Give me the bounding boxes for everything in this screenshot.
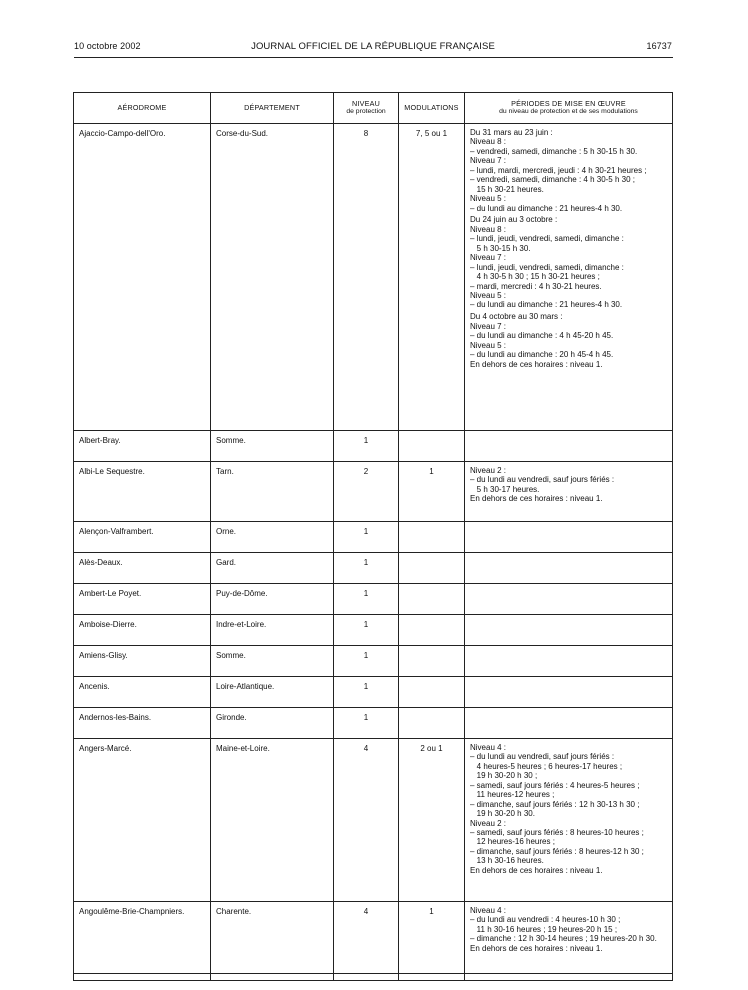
table-row bbox=[74, 708, 673, 739]
period-line: – vendredi, samedi, dimanche : 5 h 30-15 h 30. bbox=[470, 146, 638, 156]
period-line: Niveau 5 : bbox=[470, 290, 507, 300]
period-line: Niveau 8 : bbox=[470, 224, 507, 234]
period-line: Niveau 8 : bbox=[470, 137, 507, 147]
cell-niveau: 1 bbox=[334, 677, 399, 708]
cell-modulations: 7, 5 ou 1 bbox=[399, 124, 465, 431]
cell-aerodrome: Amiens-Glisy. bbox=[74, 646, 211, 677]
cell-departement: Gard. bbox=[211, 553, 334, 584]
period-line: – lundi, jeudi, vendredi, samedi, dimanche : bbox=[470, 234, 624, 244]
period-line: En dehors de ces horaires : niveau 1. bbox=[470, 359, 603, 369]
cell-periodes bbox=[465, 739, 673, 902]
col-header-periodes: PÉRIODES DE MISE EN ŒUVRE du niveau de protection et de ses modulations bbox=[465, 93, 673, 124]
cell-departement: Gironde. bbox=[211, 708, 334, 739]
period-block bbox=[470, 312, 668, 369]
period-line: Du 31 mars au 23 juin : bbox=[470, 128, 553, 137]
cell-modulations: 1 bbox=[399, 902, 465, 974]
period-line: 19 h 30-20 h 30. bbox=[470, 809, 535, 819]
period-line: Niveau 7 : bbox=[470, 253, 507, 263]
cell-niveau: 1 bbox=[334, 584, 399, 615]
cell-niveau: 4 bbox=[334, 739, 399, 902]
table-row bbox=[74, 462, 673, 522]
aerodrome-table bbox=[73, 92, 673, 981]
period-line: 5 h 30-15 h 30. bbox=[470, 243, 531, 253]
period-line: 19 h 30-20 h 30 ; bbox=[470, 771, 538, 781]
cell-departement: Somme. bbox=[211, 646, 334, 677]
table-row bbox=[74, 739, 673, 902]
cell-aerodrome: Andernos-les-Bains. bbox=[74, 708, 211, 739]
cell-modulations bbox=[399, 584, 465, 615]
cell-departement: Loire-Atlantique. bbox=[211, 677, 334, 708]
col-header-modulations: MODULATIONS bbox=[399, 93, 465, 124]
period-line: – vendredi, samedi, dimanche : 4 h 30-5 h 30 ; bbox=[470, 175, 635, 185]
cell-niveau: 4 bbox=[334, 902, 399, 974]
cell-niveau: 1 bbox=[334, 646, 399, 677]
table-row bbox=[74, 431, 673, 462]
cell-niveau: 1 bbox=[334, 553, 399, 584]
table-continuation-row bbox=[74, 974, 673, 981]
cell-modulations bbox=[399, 708, 465, 739]
cell-departement: Tarn. bbox=[211, 462, 334, 522]
table-row bbox=[74, 646, 673, 677]
cell-departement: Charente. bbox=[211, 902, 334, 974]
cell-periodes bbox=[465, 124, 673, 431]
period-line: En dehors de ces horaires : niveau 1. bbox=[470, 943, 603, 953]
cell-departement: Puy-de-Dôme. bbox=[211, 584, 334, 615]
period-block bbox=[470, 215, 668, 309]
cell-modulations bbox=[399, 615, 465, 646]
period-block bbox=[470, 906, 668, 953]
table-row bbox=[74, 553, 673, 584]
cell-departement: Somme. bbox=[211, 431, 334, 462]
table-body bbox=[74, 124, 673, 981]
period-line: 13 h 30-16 heures. bbox=[470, 856, 544, 866]
cell-departement: Maine-et-Loire. bbox=[211, 739, 334, 902]
table-row bbox=[74, 522, 673, 553]
cell-aerodrome: Ancenis. bbox=[74, 677, 211, 708]
cell-departement: Corse-du-Sud. bbox=[211, 124, 334, 431]
period-line: Niveau 4 : bbox=[470, 906, 507, 915]
col-header-departement: DÉPARTEMENT bbox=[211, 93, 334, 124]
cell-periodes bbox=[465, 462, 673, 522]
period-line: – du lundi au dimanche : 20 h 45-4 h 45. bbox=[470, 350, 614, 360]
table-row bbox=[74, 124, 673, 431]
empty-cell bbox=[74, 974, 211, 981]
period-line: 11 heures-12 heures ; bbox=[470, 790, 555, 800]
cell-aerodrome: Ambert-Le Poyet. bbox=[74, 584, 211, 615]
col-header-niveau: NIVEAU de protection bbox=[334, 93, 399, 124]
period-line: – du lundi au vendredi : 4 heures-10 h 30 ; bbox=[470, 915, 621, 925]
period-line: 4 h 30-5 h 30 ; 15 h 30-21 heures ; bbox=[470, 272, 600, 282]
cell-niveau: 1 bbox=[334, 431, 399, 462]
period-line: Niveau 2 : bbox=[470, 466, 507, 475]
header-rule bbox=[74, 57, 673, 58]
page-header bbox=[74, 41, 672, 55]
period-line: – du lundi au vendredi, sauf jours fériés : bbox=[470, 475, 615, 485]
period-line: 5 h 30-17 heures. bbox=[470, 484, 540, 494]
period-line: 4 heures-5 heures ; 6 heures-17 heures ; bbox=[470, 761, 623, 771]
table-row bbox=[74, 615, 673, 646]
issue-date: 10 octobre 2002 bbox=[74, 41, 141, 51]
page-number: 16737 bbox=[646, 41, 672, 51]
cell-aerodrome: Albi-Le Sequestre. bbox=[74, 462, 211, 522]
cell-modulations bbox=[399, 553, 465, 584]
period-line: – lundi, jeudi, vendredi, samedi, dimanche : bbox=[470, 262, 624, 272]
journal-title: JOURNAL OFFICIEL DE LA RÉPUBLIQUE FRANÇAISE bbox=[251, 41, 495, 52]
cell-modulations bbox=[399, 646, 465, 677]
period-line: – samedi, sauf jours fériés : 4 heures-5 heures ; bbox=[470, 780, 640, 790]
cell-niveau: 1 bbox=[334, 708, 399, 739]
cell-departement: Indre-et-Loire. bbox=[211, 615, 334, 646]
period-line: Niveau 2 : bbox=[470, 818, 507, 828]
cell-periodes bbox=[465, 584, 673, 615]
cell-aerodrome: Amboise-Dierre. bbox=[74, 615, 211, 646]
period-line: 15 h 30-21 heures. bbox=[470, 184, 544, 194]
period-line: Du 24 juin au 3 octobre : bbox=[470, 215, 558, 225]
period-line: – samedi, sauf jours fériés : 8 heures-10 heures ; bbox=[470, 827, 644, 837]
table-row bbox=[74, 677, 673, 708]
cell-periodes bbox=[465, 553, 673, 584]
period-line: En dehors de ces horaires : niveau 1. bbox=[470, 865, 603, 875]
period-line: – lundi, mardi, mercredi, jeudi : 4 h 30-21 heures ; bbox=[470, 165, 647, 175]
period-line: – dimanche, sauf jours fériés : 12 h 30-13 h 30 ; bbox=[470, 799, 640, 809]
cell-niveau: 1 bbox=[334, 615, 399, 646]
period-line: Niveau 5 : bbox=[470, 340, 507, 350]
period-line: – dimanche, sauf jours fériés : 8 heures-12 h 30 ; bbox=[470, 846, 644, 856]
cell-aerodrome: Angers-Marcé. bbox=[74, 739, 211, 902]
cell-periodes bbox=[465, 902, 673, 974]
period-line: Niveau 7 : bbox=[470, 321, 507, 331]
period-line: Niveau 5 : bbox=[470, 194, 507, 204]
cell-periodes bbox=[465, 522, 673, 553]
table-row bbox=[74, 902, 673, 974]
col-header-aerodrome: AÉRODROME bbox=[74, 93, 211, 124]
period-block bbox=[470, 743, 668, 875]
empty-cell bbox=[465, 974, 673, 981]
period-line: 11 h 30-16 heures ; 19 heures-20 h 15 ; bbox=[470, 924, 618, 934]
empty-cell bbox=[334, 974, 399, 981]
empty-cell bbox=[399, 974, 465, 981]
cell-modulations bbox=[399, 677, 465, 708]
cell-niveau: 1 bbox=[334, 522, 399, 553]
table-header-row bbox=[74, 93, 673, 124]
table-row bbox=[74, 584, 673, 615]
period-line: Niveau 4 : bbox=[470, 743, 507, 752]
cell-modulations bbox=[399, 522, 465, 553]
cell-aerodrome: Albert-Bray. bbox=[74, 431, 211, 462]
period-line: – du lundi au vendredi, sauf jours fériés : bbox=[470, 752, 615, 762]
empty-cell bbox=[211, 974, 334, 981]
cell-aerodrome: Alès-Deaux. bbox=[74, 553, 211, 584]
cell-niveau: 8 bbox=[334, 124, 399, 431]
cell-departement: Orne. bbox=[211, 522, 334, 553]
period-line: – du lundi au dimanche : 21 heures-4 h 30. bbox=[470, 203, 623, 213]
period-line: – dimanche : 12 h 30-14 heures ; 19 heures-20 h 30. bbox=[470, 934, 657, 944]
cell-aerodrome: Alençon-Valframbert. bbox=[74, 522, 211, 553]
period-line: En dehors de ces horaires : niveau 1. bbox=[470, 494, 603, 504]
cell-periodes bbox=[465, 708, 673, 739]
period-line: – du lundi au dimanche : 21 heures-4 h 30. bbox=[470, 300, 623, 310]
cell-modulations: 2 ou 1 bbox=[399, 739, 465, 902]
cell-periodes bbox=[465, 677, 673, 708]
period-line: – mardi, mercredi : 4 h 30-21 heures. bbox=[470, 281, 602, 291]
period-line: 12 heures-16 heures ; bbox=[470, 837, 555, 847]
period-block bbox=[470, 128, 668, 213]
cell-periodes bbox=[465, 615, 673, 646]
cell-niveau: 2 bbox=[334, 462, 399, 522]
cell-periodes bbox=[465, 431, 673, 462]
cell-modulations: 1 bbox=[399, 462, 465, 522]
period-block bbox=[470, 466, 668, 504]
period-line: Du 4 octobre au 30 mars : bbox=[470, 312, 563, 322]
cell-modulations bbox=[399, 431, 465, 462]
period-line: Niveau 7 : bbox=[470, 156, 507, 166]
cell-periodes bbox=[465, 646, 673, 677]
cell-aerodrome: Angoulême-Brie-Champniers. bbox=[74, 902, 211, 974]
period-line: – du lundi au dimanche : 4 h 45-20 h 45. bbox=[470, 331, 614, 341]
cell-aerodrome: Ajaccio-Campo-dell'Oro. bbox=[74, 124, 211, 431]
